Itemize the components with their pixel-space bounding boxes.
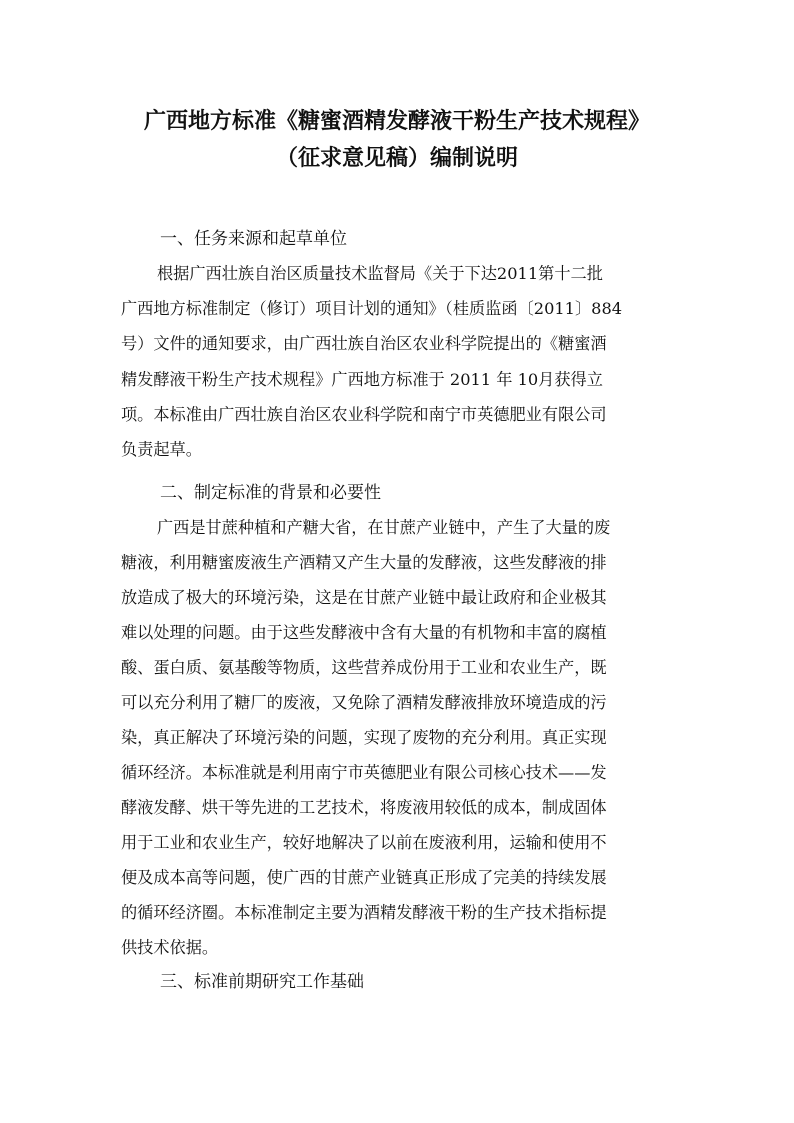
- paragraph-line: 循环经济。本标准就是利用南宁市英德肥业有限公司核心技术——发: [121, 763, 607, 782]
- paragraph-line: 难以处理的问题。由于这些发酵液中含有大量的有机物和丰富的腐植: [121, 623, 607, 642]
- paragraph-line: 的循环经济圈。本标准制定主要为酒精发酵液干粉的生产技术指标提: [121, 903, 607, 922]
- paragraph-line: 项。本标准由广西壮族自治区农业科学院和南宁市英德肥业有限公司: [121, 405, 607, 424]
- paragraph-line: 用于工业和农业生产，较好地解决了以前在废液利用，运输和使用不: [121, 833, 607, 852]
- paragraph-line: 精发酵液干粉生产技术规程》广西地方标准于 2011 年 10月获得立: [121, 370, 603, 389]
- section-heading-background: 二、制定标准的背景和必要性: [160, 483, 381, 503]
- paragraph-line: 根据广西壮族自治区质量技术监督局《关于下达2011第十二批: [157, 264, 603, 283]
- section-heading-research-basis: 三、标准前期研究工作基础: [160, 972, 364, 992]
- document-subtitle: （征求意见稿）编制说明: [275, 146, 518, 171]
- paragraph-line: 广西是甘蔗种植和产糖大省，在甘蔗产业链中，产生了大量的废: [157, 518, 611, 537]
- section-heading-task-source: 一、任务来源和起草单位: [160, 229, 347, 249]
- paragraph-line: 糖液，利用糖蜜废液生产酒精又产生大量的发酵液，这些发酵液的排: [121, 553, 607, 572]
- paragraph-line: 号）文件的通知要求，由广西壮族自治区农业科学院提出的《糖蜜酒: [121, 334, 607, 353]
- paragraph-line: 广西地方标准制定（修订）项目计划的通知》（桂质监函〔2011〕884: [121, 299, 623, 318]
- paragraph-line: 酵液发酵、烘干等先进的工艺技术，将废液用较低的成本，制成固体: [121, 798, 607, 817]
- paragraph-line: 供技术依据。: [121, 938, 219, 957]
- paragraph-line: 染，真正解决了环境污染的问题，实现了废物的充分利用。真正实现: [121, 728, 607, 747]
- paragraph-line: 可以充分利用了糖厂的废液，又免除了酒精发酵液排放环境造成的污: [121, 693, 607, 712]
- paragraph-line: 负责起草。: [121, 440, 202, 459]
- paragraph-line: 放造成了极大的环境污染，这是在甘蔗产业链中最让政府和企业极其: [121, 588, 607, 607]
- paragraph-line: 便及成本高等问题，使广西的甘蔗产业链真正形成了完美的持续发展: [121, 868, 607, 887]
- paragraph-line: 酸、蛋白质、氨基酸等物质，这些营养成份用于工业和农业生产，既: [121, 658, 607, 677]
- document-title: 广西地方标准《糖蜜酒精发酵液干粉生产技术规程》: [143, 109, 650, 134]
